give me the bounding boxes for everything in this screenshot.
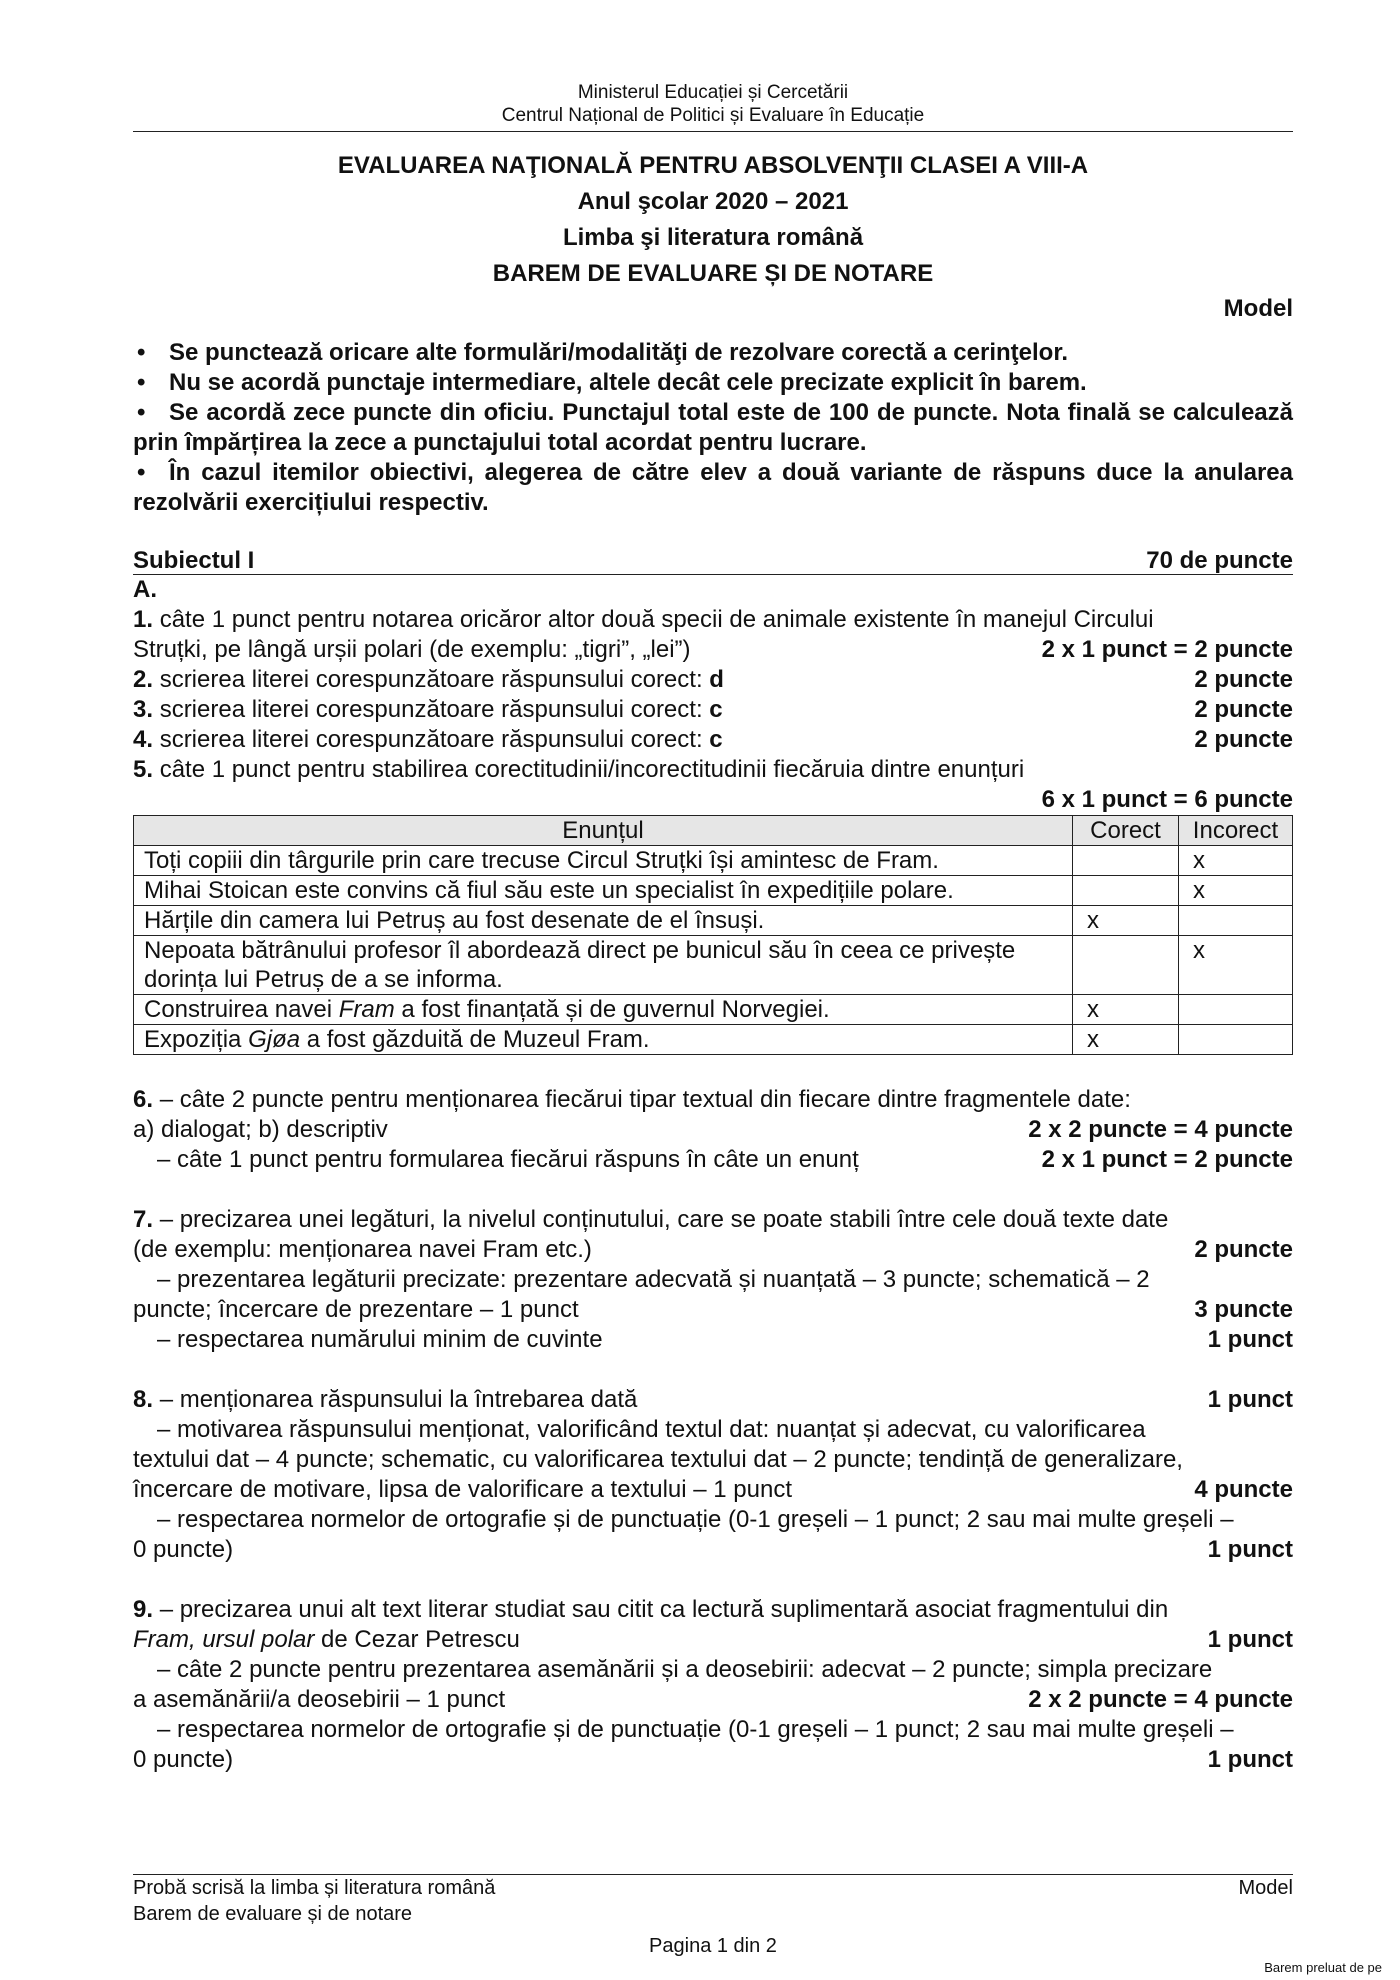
item-7: 7. – precizarea unei legături, la nivelul conținutului, care se poate stabili între cele două texte date bbox=[133, 1206, 1169, 1233]
bullet-icon: • bbox=[137, 399, 146, 426]
incorrect-mark: x bbox=[1178, 876, 1292, 906]
source-note: Barem preluat de pe bbox=[1264, 1960, 1382, 1975]
item-9-row4: a asemănării/a deosebirii – 1 punct 2 x 2 puncte = 4 puncte bbox=[133, 1686, 1293, 1713]
subject-points: 70 de puncte bbox=[1146, 547, 1293, 574]
item-7-row4: puncte; încercare de prezentare – 1 punct 3 puncte bbox=[133, 1296, 1293, 1323]
item-8-row4: încercare de motivare, lipsa de valorificare a textului – 1 punct 4 puncte bbox=[133, 1476, 1293, 1503]
item-9: 9. – precizarea unui alt text literar studiat sau citit ca lectură suplimentară asociat fragmentului din bbox=[133, 1596, 1169, 1623]
item-8: 8. – menționarea răspunsului la întrebarea dată 1 punct bbox=[133, 1386, 1293, 1413]
table-row bbox=[134, 906, 1293, 936]
item-9-row3: – câte 2 puncte pentru prezentarea asemănării și a deosebirii: adecvat – 2 puncte; simpla precizare bbox=[157, 1656, 1213, 1683]
correct-mark: x bbox=[1073, 906, 1179, 936]
statement-cell: Hărțile din camera lui Petruș au fost desenate de el însuși. bbox=[134, 906, 1073, 936]
item-8-row2: – motivarea răspunsului menționat, valorificând textul dat: nuanțat și adecvat, cu valorificarea bbox=[157, 1416, 1146, 1443]
ministry-name: Ministerul Educației și Cercetării bbox=[577, 82, 849, 103]
incorrect-mark bbox=[1178, 1025, 1292, 1055]
incorrect-mark: x bbox=[1178, 936, 1292, 995]
page-number: Pagina 1 din 2 bbox=[649, 1935, 777, 1957]
item-7-row2: (de exemplu: menționarea navei Fram etc.) 2 puncte bbox=[133, 1236, 1293, 1263]
footer-barem: Barem de evaluare și de notare bbox=[133, 1903, 413, 1925]
document-title bbox=[133, 148, 1293, 292]
subject-name: Limba şi literatura română bbox=[562, 224, 864, 251]
incorrect-mark: x bbox=[1178, 846, 1292, 876]
item-3-points: 2 puncte bbox=[1194, 696, 1293, 723]
center-name: Centrul Național de Politici și Evaluare în Educație bbox=[501, 105, 925, 126]
item-5: 5. câte 1 punct pentru stabilirea corectitudinii/incorectitudinii fiecăruia dintre enunțuri bbox=[133, 756, 1025, 783]
table-row bbox=[134, 1025, 1293, 1055]
incorrect-mark bbox=[1178, 906, 1292, 936]
table-header-row bbox=[134, 816, 1293, 846]
subject-heading bbox=[133, 548, 1293, 575]
col-header-statement: Enunțul bbox=[134, 816, 1073, 846]
table-row bbox=[134, 936, 1293, 995]
rule-item: • Nu se acordă punctaje intermediare, altele decât cele precizate explicit în barem. bbox=[133, 368, 1293, 398]
correct-mark bbox=[1073, 876, 1179, 906]
col-header-correct: Corect bbox=[1073, 816, 1179, 846]
bullet-icon: • bbox=[137, 459, 146, 486]
table-row bbox=[134, 995, 1293, 1025]
subject-label: Subiectul I bbox=[133, 547, 255, 574]
page-footer bbox=[133, 1874, 1293, 1959]
bullet-icon: • bbox=[137, 369, 146, 396]
item-5-points-row bbox=[133, 785, 1293, 815]
item-3-answer: c bbox=[709, 696, 723, 723]
statement-cell: Mihai Stoican este convins că fiul său este un specialist în expedițiile polare. bbox=[134, 876, 1073, 906]
footer-model: Model bbox=[1238, 1877, 1293, 1899]
item-7-row3: – prezentarea legăturii precizate: prezentare adecvată și nuanțată – 3 puncte; schematică – 2 bbox=[157, 1266, 1150, 1293]
true-false-table bbox=[133, 815, 1293, 1055]
footer-exam: Probă scrisă la limba și literatura română bbox=[133, 1877, 496, 1899]
item-1-points: 2 x 1 punct = 2 puncte bbox=[1041, 636, 1293, 663]
general-rules bbox=[133, 338, 1293, 518]
statement-cell: Construirea navei Fram a fost finanțată și de guvernul Norvegiei. bbox=[134, 995, 1073, 1025]
school-year: Anul şcolar 2020 – 2021 bbox=[577, 188, 849, 215]
item-7-row5: – respectarea numărului minim de cuvinte 1 punct bbox=[157, 1326, 1293, 1353]
correct-mark bbox=[1073, 846, 1179, 876]
item-6-row2: a) dialogat; b) descriptiv 2 x 2 puncte = 4 puncte bbox=[133, 1116, 1293, 1143]
item-4-answer: c bbox=[709, 726, 723, 753]
item-2-answer: d bbox=[709, 666, 724, 693]
item-8-row6: 0 puncte) 1 punct bbox=[133, 1536, 1293, 1563]
item-4-points: 2 puncte bbox=[1194, 726, 1293, 753]
item-1-cont: Struțki, pe lângă urșii polari (de exemplu: „tigri”, „lei”) 2 x 1 punct = 2 puncte bbox=[133, 636, 1293, 663]
table-row bbox=[134, 876, 1293, 906]
statement-cell: Expoziția Gjøa a fost găzduită de Muzeul Fram. bbox=[134, 1025, 1073, 1055]
item-5-points: 6 x 1 punct = 6 puncte bbox=[1041, 786, 1293, 813]
item-9-row2: Fram, ursul polar de Cezar Petrescu 1 punct bbox=[133, 1626, 1293, 1653]
item-9-row6: 0 puncte) 1 punct bbox=[133, 1746, 1293, 1773]
header-divider bbox=[133, 131, 1293, 132]
item-3: 3. scrierea literei corespunzătoare răspunsului corect: c 2 puncte bbox=[133, 696, 1293, 723]
item-6-row3: – câte 1 punct pentru formularea fiecărui răspuns în câte un enunț 2 x 1 punct = 2 puncte bbox=[157, 1146, 1293, 1173]
statement-cell: Toți copiii din târgurile prin care trecuse Circul Struțki își amintesc de Fram. bbox=[134, 846, 1073, 876]
page-header bbox=[133, 81, 1293, 127]
item-2-points: 2 puncte bbox=[1194, 666, 1293, 693]
statement-cell: Nepoata bătrânului profesor îl abordează direct pe bunicul său în ceea ce privește dorința lui Petruș de a se informa. bbox=[134, 936, 1073, 995]
book-title: Fram, ursul polar bbox=[133, 1626, 315, 1653]
item-9-row5: – respectarea normelor de ortografie și de punctuație (0-1 greșeli – 1 punct; 2 sau mai multe greșeli – bbox=[157, 1716, 1234, 1743]
rule-item: • Se punctează oricare alte formulări/modalităţi de rezolvare corectă a cerinţelor. bbox=[133, 338, 1293, 368]
model-label: Model bbox=[1223, 295, 1293, 322]
item-4: 4. scrierea literei corespunzătoare răspunsului corect: c 2 puncte bbox=[133, 726, 1293, 753]
item-2: 2. scrierea literei corespunzătoare răspunsului corect: d 2 puncte bbox=[133, 666, 1293, 693]
document-page bbox=[133, 0, 1293, 1957]
section-a-label: A. bbox=[133, 576, 157, 603]
bullet-icon: • bbox=[137, 339, 146, 366]
exam-title: EVALUAREA NAŢIONALĂ PENTRU ABSOLVENŢII CLASEI A VIII-A bbox=[337, 152, 1089, 179]
col-header-incorrect: Incorect bbox=[1178, 816, 1292, 846]
item-1: 1. câte 1 punct pentru notarea oricăror altor două specii de animale existente în manejul Circului bbox=[133, 606, 1154, 633]
item-8-row5: – respectarea normelor de ortografie și de punctuație (0-1 greșeli – 1 punct; 2 sau mai multe greșeli – bbox=[157, 1506, 1234, 1533]
item-8-row3: textului dat – 4 puncte; schematic, cu valorificarea textului dat – 2 puncte; tendință de generalizare, bbox=[133, 1446, 1183, 1473]
correct-mark: x bbox=[1073, 995, 1179, 1025]
rule-item: • Se acordă zece puncte din oficiu. Punctajul total este de 100 de puncte. Nota finală se calculează prin împărțirea la zece a punctajului total acordat pentru lucrare. bbox=[133, 399, 1293, 456]
correct-mark bbox=[1073, 936, 1179, 995]
table-row bbox=[134, 846, 1293, 876]
item-6: 6. – câte 2 puncte pentru menționarea fiecărui tipar textual din fiecare dintre fragmentele date: bbox=[133, 1086, 1131, 1113]
barem-title: BAREM DE EVALUARE ȘI DE NOTARE bbox=[492, 260, 934, 287]
incorrect-mark bbox=[1178, 995, 1292, 1025]
correct-mark: x bbox=[1073, 1025, 1179, 1055]
table-body bbox=[134, 846, 1293, 1055]
rule-item: • În cazul itemilor obiectivi, alegerea de către elev a două variante de răspuns duce la anularea rezolvării exercițiului respectiv. bbox=[133, 459, 1293, 516]
